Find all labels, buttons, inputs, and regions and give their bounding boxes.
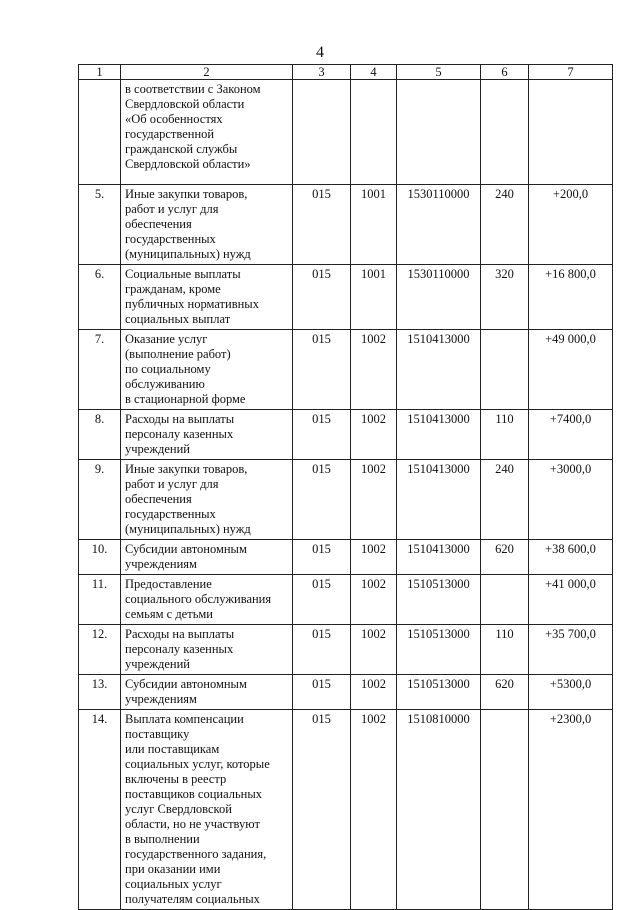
table-row (79, 185, 613, 265)
table-row (79, 625, 613, 675)
row-amount: +41 000,0 (529, 575, 613, 625)
row-code-6 (481, 575, 529, 625)
row-code-6: 320 (481, 265, 529, 330)
row-code-5: 1510513000 (397, 625, 481, 675)
row-description: Расходы на выплаты персоналу казенных учреждений (121, 625, 293, 675)
row-amount: +5300,0 (529, 675, 613, 710)
row-number: 5. (79, 185, 121, 265)
row-description: в соответствии с Законом Свердловской области «Об особенностях государственной гражданской службы Свердловской области» (121, 80, 293, 185)
table-row (79, 410, 613, 460)
row-code-4: 1002 (351, 625, 397, 675)
row-description: Выплата компенсации поставщику или поставщикам социальных услуг, которые включены в реестр поставщиков социальных услуг Свердловской области, но не участвуют в выполнении государственного задания, при оказании ими социальных услуг получателям социальных (121, 710, 293, 910)
row-number: 10. (79, 540, 121, 575)
row-number: 12. (79, 625, 121, 675)
row-amount: +2300,0 (529, 710, 613, 910)
row-code-4: 1001 (351, 265, 397, 330)
column-header-6: 6 (481, 65, 529, 80)
row-code-3: 015 (293, 460, 351, 540)
row-description: Субсидии автономным учреждениям (121, 540, 293, 575)
row-code-5: 1530110000 (397, 265, 481, 330)
row-code-6: 240 (481, 185, 529, 265)
row-code-6 (481, 330, 529, 410)
row-code-4: 1002 (351, 460, 397, 540)
row-code-5: 1510413000 (397, 330, 481, 410)
column-header-1: 1 (79, 65, 121, 80)
column-header-7: 7 (529, 65, 613, 80)
row-amount (529, 80, 613, 185)
row-code-3: 015 (293, 710, 351, 910)
row-number: 13. (79, 675, 121, 710)
row-description: Расходы на выплаты персоналу казенных учреждений (121, 410, 293, 460)
row-code-4: 1002 (351, 540, 397, 575)
row-amount: +38 600,0 (529, 540, 613, 575)
row-amount: +16 800,0 (529, 265, 613, 330)
page-number: 4 (316, 44, 324, 61)
table-row (79, 710, 613, 910)
row-amount: +200,0 (529, 185, 613, 265)
row-code-4: 1001 (351, 185, 397, 265)
row-code-6: 620 (481, 675, 529, 710)
row-code-6: 110 (481, 625, 529, 675)
row-code-6 (481, 710, 529, 910)
table-row (79, 460, 613, 540)
row-code-3: 015 (293, 540, 351, 575)
row-number: 9. (79, 460, 121, 540)
row-code-5: 1510413000 (397, 540, 481, 575)
row-number: 7. (79, 330, 121, 410)
row-number (79, 80, 121, 185)
row-code-4: 1002 (351, 410, 397, 460)
row-code-6: 110 (481, 410, 529, 460)
row-amount: +35 700,0 (529, 625, 613, 675)
row-code-6: 620 (481, 540, 529, 575)
row-code-4: 1002 (351, 675, 397, 710)
table-row (79, 540, 613, 575)
row-code-3: 015 (293, 330, 351, 410)
column-header-4: 4 (351, 65, 397, 80)
row-description: Субсидии автономным учреждениям (121, 675, 293, 710)
row-code-3: 015 (293, 675, 351, 710)
row-code-6: 240 (481, 460, 529, 540)
column-header-5: 5 (397, 65, 481, 80)
row-code-5 (397, 80, 481, 185)
table-row (79, 330, 613, 410)
row-code-3: 015 (293, 410, 351, 460)
row-code-4: 1002 (351, 330, 397, 410)
row-description: Предоставление социального обслуживания семьям с детьми (121, 575, 293, 625)
row-code-5: 1510513000 (397, 575, 481, 625)
row-description: Оказание услуг (выполнение работ) по социальному обслуживанию в стационарной форме (121, 330, 293, 410)
row-number: 8. (79, 410, 121, 460)
row-code-4 (351, 80, 397, 185)
row-code-5: 1510413000 (397, 460, 481, 540)
row-number: 14. (79, 710, 121, 910)
row-code-6 (481, 80, 529, 185)
row-code-5: 1530110000 (397, 185, 481, 265)
row-code-3: 015 (293, 185, 351, 265)
row-code-3 (293, 80, 351, 185)
header-row (79, 65, 613, 80)
row-amount: +7400,0 (529, 410, 613, 460)
column-header-3: 3 (293, 65, 351, 80)
row-code-3: 015 (293, 265, 351, 330)
row-code-5: 1510413000 (397, 410, 481, 460)
row-code-3: 015 (293, 575, 351, 625)
row-code-4: 1002 (351, 575, 397, 625)
table-row (79, 575, 613, 625)
row-description: Иные закупки товаров, работ и услуг для обеспечения государственных (муниципальных) нужд (121, 460, 293, 540)
row-code-5: 1510513000 (397, 675, 481, 710)
row-description: Иные закупки товаров, работ и услуг для обеспечения государственных (муниципальных) нужд (121, 185, 293, 265)
row-number: 11. (79, 575, 121, 625)
row-amount: +49 000,0 (529, 330, 613, 410)
row-amount: +3000,0 (529, 460, 613, 540)
row-code-5: 1510810000 (397, 710, 481, 910)
column-header-2: 2 (121, 65, 293, 80)
budget-table (78, 64, 613, 910)
table-row (79, 265, 613, 330)
table-row (79, 80, 613, 185)
row-description: Социальные выплаты гражданам, кроме публичных нормативных социальных выплат (121, 265, 293, 330)
table-row (79, 675, 613, 710)
row-code-4: 1002 (351, 710, 397, 910)
row-code-3: 015 (293, 625, 351, 675)
row-number: 6. (79, 265, 121, 330)
